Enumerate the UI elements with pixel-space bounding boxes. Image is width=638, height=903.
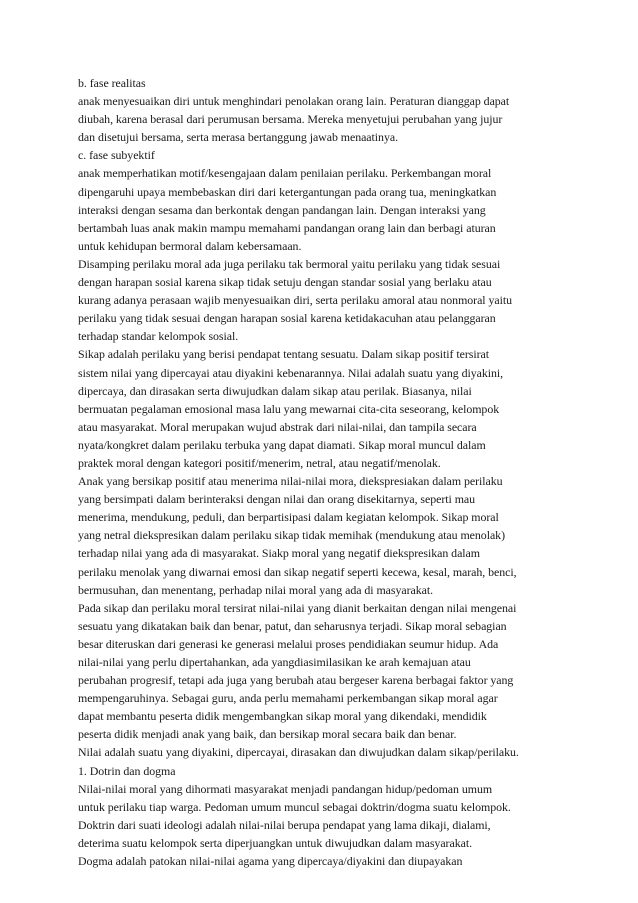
text-line: dipengaruhi upaya membebaskan diri dari ketergantungan pada orang tua, meningkatkan bbox=[78, 184, 497, 199]
text-line: deterima suatu kelompok serta diperjuangkan untuk diwujudkan dalam masyarakat. bbox=[78, 835, 472, 850]
text-line: Disamping perilaku moral ada juga perilaku tak bermoral yaitu perilaku yang tidak sesuai bbox=[78, 256, 501, 271]
text-line: terhadap standar kelompok sosial. bbox=[78, 329, 239, 344]
document-body bbox=[78, 74, 573, 870]
text-line: atau masyarakat. Moral merupakan wujud abstrak dari nilai-nilai, dan tampila secara bbox=[78, 419, 477, 434]
text-line: untuk perilaku tiap warga. Pedoman umum muncul sebagai doktrin/dogma suatu kelompok. bbox=[78, 799, 511, 814]
text-line: Nilai-nilai moral yang dihormati masyarakat menjadi pandangan hidup/pedoman umum bbox=[78, 781, 493, 796]
text-line: Nilai adalah suatu yang diyakini, dipercayai, dirasakan dan diwujudkan dalam sikap/perilaku. bbox=[78, 745, 519, 760]
text-line: 1. Dotrin dan dogma bbox=[78, 763, 176, 778]
text-line: c. fase subyektif bbox=[78, 148, 155, 163]
text-line: dengan harapan sosial karena sikap tidak setuju dengan standar sosial yang berlaku atau bbox=[78, 275, 492, 290]
text-line: perubahan progresif, tetapi ada juga yang berubah atau bergeser karena berbagai faktor yang bbox=[78, 673, 514, 688]
text-line: peserta didik menjadi anak yang baik, dan bersikap moral secara baik dan benar. bbox=[78, 727, 457, 742]
text-line: dapat membantu peserta didik mengembangkan sikap moral yang dikendaki, mendidik bbox=[78, 709, 487, 724]
text-line: Sikap adalah perilaku yang berisi pendapat tentang sesuatu. Dalam sikap positif tersirat bbox=[78, 347, 489, 362]
text-line: bermusuhan, dan menentang, perhadap nilai moral yang ada di masyarakat. bbox=[78, 582, 434, 597]
text-line: nyata/kongkret dalam perilaku terbuka yang dapat diamati. Sikap moral muncul dalam bbox=[78, 437, 486, 452]
text-line: besar diteruskan dari generasi ke generasi melalui proses pendidiakan seumur hidup. Ada bbox=[78, 636, 499, 651]
text-line: terhadap nilai yang ada di masyarakat. Siakp moral yang negatif diekspresikan dalam bbox=[78, 546, 480, 561]
text-line: praktek moral dengan kategori positif/menerim, netral, atau negatif/menolak. bbox=[78, 455, 441, 470]
text-line: perilaku menolak yang diwarnai emosi dan sikap negatif seperti kecewa, kesal, marah, benci, bbox=[78, 564, 517, 579]
text-line: anak menyesuaikan diri untuk menghindari penolakan orang lain. Peraturan dianggap dapat bbox=[78, 94, 510, 109]
text-line: perilaku yang tidak sesuai dengan harapan sosial karena ketidakacuhan atau pelanggaran bbox=[78, 311, 496, 326]
text-line: sesuatu yang dikatakan baik dan benar, patut, dan seharusnya terjadi. Sikap moral sebagian bbox=[78, 618, 507, 633]
text-line: mempengaruhinya. Sebagai guru, anda perlu memahami perkembangan sikap moral agar bbox=[78, 691, 498, 706]
text-line: bermuatan pegalaman emosional masa lalu yang mewarnai cita-cita seseorang, kelompok bbox=[78, 401, 500, 416]
text-line: untuk kehidupan bermoral dalam kebersamaan. bbox=[78, 238, 302, 253]
text-line: Dogma adalah patokan nilai-nilai agama yang dipercaya/diyakini dan diupayakan bbox=[78, 854, 463, 869]
text-line: yang bersimpati dalam berinteraksi dengan nilai dan orang disekitarnya, seperti mau bbox=[78, 492, 476, 507]
text-line: nilai-nilai yang perlu dipertahankan, ada yangdiasimilasikan ke arah kemajuan atau bbox=[78, 655, 471, 669]
text-line: Doktrin dari suati ideologi adalah nilai-nilai berupa pendapat yang lama dikaji, dialami, bbox=[78, 817, 491, 832]
text-line: diubah, karena berasal dari perumusan bersama. Mereka menyetujui perubahan yang jujur bbox=[78, 112, 503, 127]
text-line: Pada sikap dan perilaku moral tersirat nilai-nilai yang dianit berkaitan dengan nilai mengenai bbox=[78, 600, 517, 615]
text-line: menerima, mendukung, peduli, dan berpartisipasi dalam kegiatan kelompok. Sikap moral bbox=[78, 510, 499, 525]
text-line: kurang adanya perasaan wajib menyesuaikan diri, serta perilaku amoral atau nonmoral yaitu bbox=[78, 293, 513, 308]
text-line: b. fase realitas bbox=[78, 76, 146, 90]
text-line: anak memperhatikan motif/kesengajaan dalam penilaian perilaku. Perkembangan moral bbox=[78, 166, 492, 181]
text-line: dan disetujui bersama, serta merasa bertanggung jawab menaatinya. bbox=[78, 130, 398, 145]
text-line: interaksi dengan sesama dan berkontak dengan pandangan lain. Dengan interaksi yang bbox=[78, 202, 486, 217]
text-line: yang netral diekspresikan dalam perilaku sikap tidak memihak (mendukung atau menolak) bbox=[78, 528, 505, 543]
text-line: bertambah luas anak makin mampu memahami pandangan orang lain dan berbagi aturan bbox=[78, 220, 496, 235]
text-line: Anak yang bersikap positif atau menerima nilai-nilai mora, diekspresiakan dalam perilaku bbox=[78, 474, 503, 489]
text-line: dipercaya, dan dirasakan serta diwujudkan dalam sikap atau perilak. Biasanya, nilai bbox=[78, 383, 472, 398]
text-line: sistem nilai yang dipercayai atau diyakini kebenarannya. Nilai adalah suatu yang diyakini, bbox=[78, 365, 504, 380]
